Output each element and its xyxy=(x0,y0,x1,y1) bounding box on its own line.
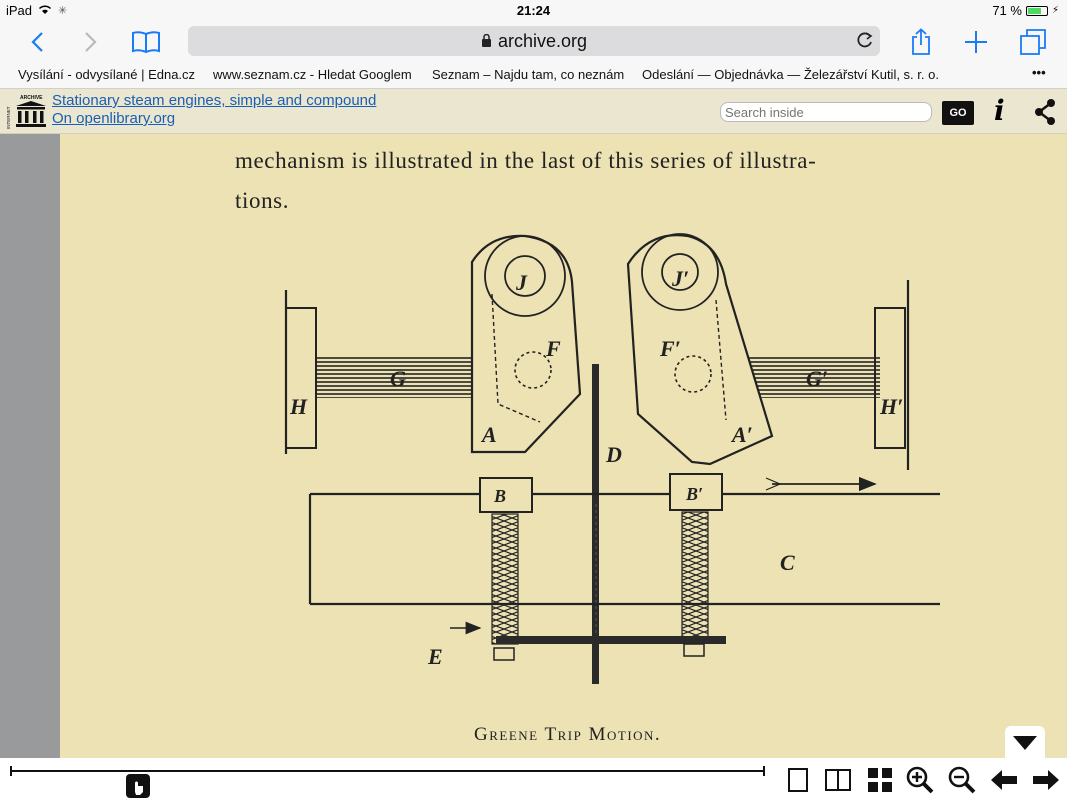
more-bookmarks-icon[interactable]: ••• xyxy=(1032,65,1046,80)
label-g: G xyxy=(390,366,406,391)
battery-percent: 71 % xyxy=(992,3,1022,18)
two-page-view-icon[interactable] xyxy=(824,766,852,794)
spring-left xyxy=(492,514,518,644)
lock-icon xyxy=(481,31,492,52)
book-nav-bar xyxy=(0,758,1067,800)
label-j-prime: J′ xyxy=(672,266,690,291)
label-b-prime: B′ xyxy=(686,484,704,504)
device-name: iPad xyxy=(6,3,33,18)
back-icon[interactable] xyxy=(20,26,54,58)
bookmark-item[interactable]: www.seznam.cz - Hledat Googlem xyxy=(213,67,412,82)
label-f-prime: F′ xyxy=(660,336,681,361)
page-text-line: mechanism is illustrated in the last of this series of illustra- xyxy=(235,148,817,173)
activity-spinner-icon: ✳ xyxy=(58,5,68,17)
internet-archive-logo-icon[interactable] xyxy=(6,93,46,129)
page-slider-handle[interactable] xyxy=(126,774,150,798)
ios-status-bar xyxy=(0,0,1067,22)
address-bar[interactable] xyxy=(188,26,880,56)
bookmark-item[interactable]: Odeslání — Objednávka — Železářství Kutil, s. r. o. xyxy=(642,67,939,82)
label-b: B xyxy=(494,486,507,506)
clock: 21:24 xyxy=(516,3,551,18)
label-j: J xyxy=(516,270,527,295)
browser-toolbar xyxy=(0,22,1067,62)
reload-icon[interactable] xyxy=(856,30,874,55)
tabs-icon[interactable] xyxy=(1016,26,1050,58)
page-slider-track[interactable] xyxy=(10,770,765,772)
info-icon[interactable]: i xyxy=(994,94,1005,127)
bookmarks-book-icon[interactable] xyxy=(129,26,163,58)
page-text-line: tions. xyxy=(235,188,290,213)
book-title-links xyxy=(52,92,376,128)
thumbnail-view-icon[interactable] xyxy=(866,766,894,794)
greene-trip-motion-figure xyxy=(240,224,940,684)
zoom-out-icon[interactable] xyxy=(948,766,976,794)
share-icon[interactable] xyxy=(904,26,938,58)
bookmark-item[interactable]: Vysílání - odvysílané | Edna.cz xyxy=(18,67,196,82)
chevron-down-icon[interactable] xyxy=(1005,726,1045,760)
bookmarks-bar xyxy=(0,62,1067,89)
openlibrary-link[interactable]: On openlibrary.org xyxy=(52,110,176,127)
svg-text:ARCHIVE: ARCHIVE xyxy=(20,95,43,101)
charging-icon: ⚡ xyxy=(1051,5,1059,16)
zoom-in-icon[interactable] xyxy=(906,766,934,794)
new-tab-plus-icon[interactable] xyxy=(959,26,993,58)
bookmark-item[interactable]: Seznam – Najdu tam, co neznám xyxy=(432,67,625,82)
share-network-icon[interactable] xyxy=(1034,99,1056,130)
forward-icon[interactable] xyxy=(74,26,108,58)
hub-h xyxy=(286,308,316,448)
status-right xyxy=(992,3,1059,18)
svg-text:INTERNET: INTERNET xyxy=(6,106,11,129)
block-c xyxy=(310,494,940,604)
one-page-view-icon[interactable] xyxy=(784,766,812,794)
url-text: archive.org xyxy=(497,30,588,51)
search-inside-input[interactable] xyxy=(720,102,932,122)
book-page xyxy=(60,134,1067,758)
label-d: D xyxy=(606,442,622,467)
label-g-prime: G′ xyxy=(806,366,829,391)
label-h-prime: H′ xyxy=(880,394,904,419)
figure-caption: Greene Trip Motion. xyxy=(474,724,662,745)
spring-right xyxy=(682,512,708,640)
search-go-button[interactable]: GO xyxy=(942,101,974,125)
label-h: H xyxy=(290,394,308,419)
previous-page-arrow-icon[interactable] xyxy=(990,766,1018,794)
book-title-link[interactable]: Stationary steam engines, simple and compound xyxy=(52,92,377,109)
label-a-prime: A′ xyxy=(732,422,753,447)
link-bar-e xyxy=(496,636,726,644)
label-a: A xyxy=(482,422,497,447)
next-page-arrow-icon[interactable] xyxy=(1032,766,1060,794)
battery-icon xyxy=(1026,6,1048,16)
ia-book-header xyxy=(0,89,1067,134)
label-f: F xyxy=(546,336,561,361)
label-c: C xyxy=(780,550,795,575)
book-viewer[interactable] xyxy=(0,134,1067,758)
label-e: E xyxy=(428,644,443,669)
